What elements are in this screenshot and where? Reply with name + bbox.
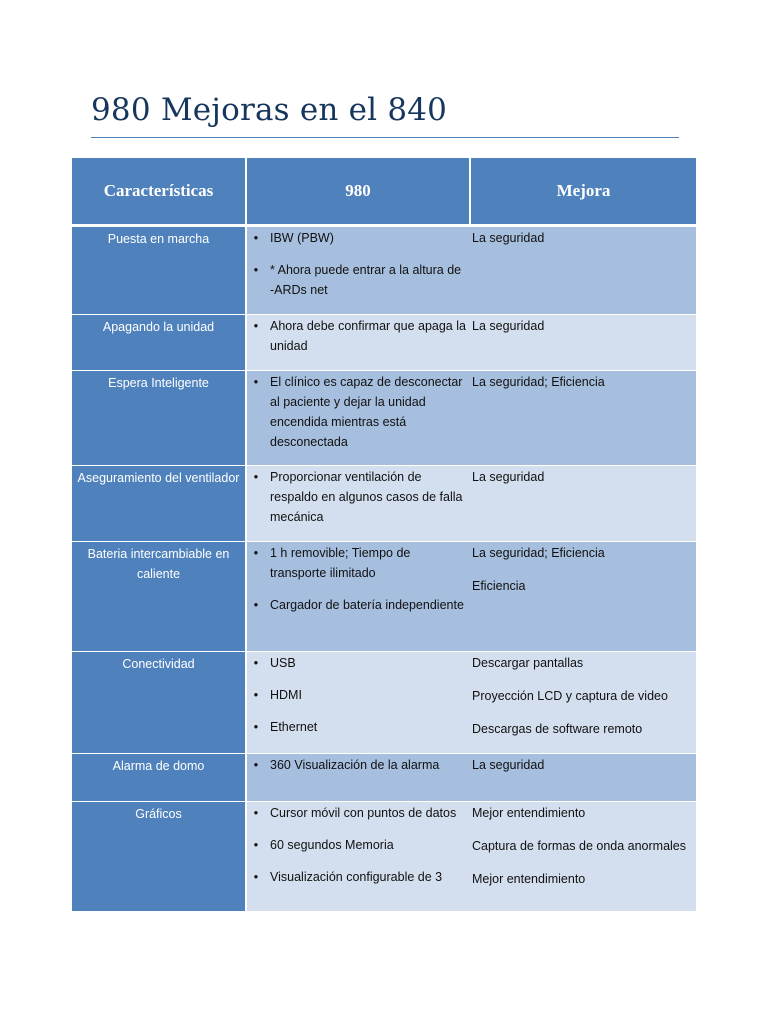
improvement-cell: [470, 802, 696, 912]
improvement-text: La seguridad; Eficiencia: [472, 546, 605, 560]
table-row: [72, 652, 696, 754]
table-row: [72, 802, 696, 912]
feature-cell: Puesta en marcha: [72, 226, 246, 315]
improvement-text: La seguridad: [472, 470, 545, 484]
spec-text: Proporcionar ventilación de respaldo en algunos casos de falla mecánica: [270, 470, 463, 524]
improvement-cell: [470, 466, 696, 542]
spec-item: [249, 372, 468, 452]
spec-item: [249, 653, 468, 673]
improvement-cell: [470, 652, 696, 754]
bullet-icon: •: [253, 806, 259, 820]
bullet-icon: •: [253, 720, 259, 734]
feature-cell: Gráficos: [72, 802, 246, 912]
spec-item: [249, 835, 468, 855]
spec-list: [249, 467, 468, 527]
spec-cell: [246, 315, 470, 371]
spec-cell: [246, 652, 470, 754]
improvement-text: Captura de formas de onda anormales: [472, 839, 687, 853]
spec-list: [249, 372, 468, 452]
table-row: [72, 466, 696, 542]
spec-item: [249, 867, 468, 887]
table-row: [72, 542, 696, 652]
spec-text: El clínico es capaz de desconectar al paciente y dejar la unidad encendida mientras está desconectada: [270, 375, 463, 449]
improvement-text: La seguridad; Eficiencia: [472, 375, 605, 389]
improvement-text: Proyección LCD y captura de video: [472, 689, 668, 703]
spec-list: [249, 543, 468, 615]
bullet-icon: •: [253, 231, 259, 245]
feature-cell: Bateria intercambiable en caliente: [72, 542, 246, 652]
improvement-cell: [470, 754, 696, 802]
table-body: [72, 226, 696, 912]
improvement-text: Descargas de software remoto: [472, 722, 643, 736]
feature-cell: Alarma de domo: [72, 754, 246, 802]
page-title: 980 Mejoras en el 840: [91, 92, 448, 128]
spec-item: [249, 467, 468, 527]
table-row: [72, 315, 696, 371]
improvement-cell: [470, 542, 696, 652]
spec-item: [249, 228, 468, 248]
spec-list: [249, 803, 468, 887]
bullet-icon: •: [253, 546, 259, 560]
improvement-text: La seguridad: [472, 758, 545, 772]
improvement-text: Mejor entendimiento: [472, 872, 586, 886]
spec-item: [249, 595, 468, 615]
spec-text: 60 segundos Memoria: [270, 838, 394, 852]
spec-text: IBW (PBW): [270, 231, 334, 245]
spec-list: [249, 653, 468, 737]
spec-text: 360 Visualización de la alarma: [270, 758, 440, 772]
spec-text: Ahora debe confirmar que apaga la unidad: [270, 319, 466, 353]
spec-text: HDMI: [270, 688, 302, 702]
spec-cell: [246, 226, 470, 315]
feature-cell: Apagando la unidad: [72, 315, 246, 371]
spec-item: [249, 717, 468, 737]
table-row: [72, 226, 696, 315]
bullet-icon: •: [253, 263, 259, 277]
title-underline: [91, 137, 679, 138]
header-improvement: Mejora: [470, 158, 696, 226]
bullet-icon: •: [253, 470, 259, 484]
spec-text: 1 h removible; Tiempo de transporte ilimitado: [270, 546, 411, 580]
header-980: 980: [246, 158, 470, 226]
spec-item: [249, 803, 468, 823]
improvement-text: Eficiencia: [472, 579, 526, 593]
spec-item: [249, 755, 468, 775]
spec-text: Cursor móvil con puntos de datos: [270, 806, 457, 820]
table-row: [72, 371, 696, 466]
table-row: [72, 754, 696, 802]
improvement-cell: [470, 315, 696, 371]
improvement-text: La seguridad: [472, 231, 545, 245]
improvement-text: Mejor entendimiento: [472, 806, 586, 820]
bullet-icon: •: [253, 870, 259, 884]
feature-cell: Aseguramiento del ventilador: [72, 466, 246, 542]
spec-item: [249, 543, 468, 583]
spec-item: [249, 685, 468, 705]
bullet-icon: •: [253, 319, 259, 333]
feature-cell: Conectividad: [72, 652, 246, 754]
bullet-icon: •: [253, 598, 259, 612]
spec-cell: [246, 754, 470, 802]
bullet-icon: •: [253, 838, 259, 852]
improvement-text: La seguridad: [472, 319, 545, 333]
bullet-icon: •: [253, 375, 259, 389]
spec-text: USB: [270, 656, 296, 670]
spec-text: Cargador de batería independiente: [270, 598, 464, 612]
spec-cell: [246, 802, 470, 912]
feature-cell: Espera Inteligente: [72, 371, 246, 466]
bullet-icon: •: [253, 656, 259, 670]
spec-cell: [246, 371, 470, 466]
table-header-row: [72, 158, 696, 226]
features-table: [72, 158, 696, 912]
spec-text: * Ahora puede entrar a la altura de -ARDs net: [270, 263, 462, 297]
bullet-icon: •: [253, 688, 259, 702]
header-features: Características: [72, 158, 246, 226]
spec-cell: [246, 542, 470, 652]
improvement-cell: [470, 371, 696, 466]
improvement-cell: [470, 226, 696, 315]
spec-text: Visualización configurable de 3: [270, 870, 443, 884]
spec-cell: [246, 466, 470, 542]
improvement-text: Descargar pantallas: [472, 656, 584, 670]
spec-list: [249, 228, 468, 300]
spec-list: [249, 755, 468, 775]
spec-item: [249, 316, 468, 356]
bullet-icon: •: [253, 758, 259, 772]
spec-list: [249, 316, 468, 356]
spec-text: Ethernet: [270, 720, 318, 734]
spec-item: [249, 260, 468, 300]
